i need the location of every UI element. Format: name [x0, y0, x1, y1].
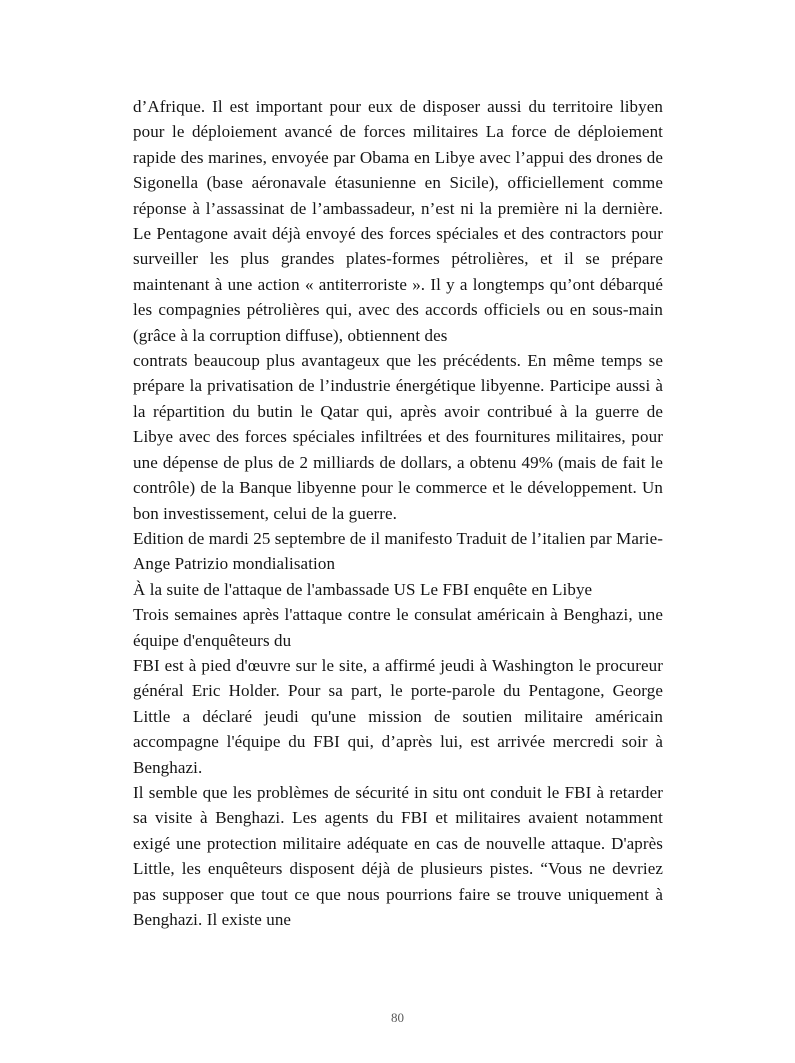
paragraph: Edition de mardi 25 septembre de il manifesto Traduit de l’italien par Marie-Ange Patrizio mondialisation: [133, 528, 663, 574]
page-number: 80: [391, 1010, 404, 1025]
paragraph: contrats beaucoup plus avantageux que les précédents. En même temps se prépare la privatisation de l’industrie énergétique libyenne. Participe aussi à la répartition du butin le Qatar qui, après avoir contribué à la guerre de Libye avec des forces spéciales infiltrées et des fournitures militaires, pour une dépense de plus de 2 milliards de dollars, a obtenu 49% (mais de fait le contrôle) de la Banque libyenne pour le commerce et le développement. Un bon investissement, celui de la guerre.: [133, 351, 663, 523]
paragraph: FBI est à pied d'œuvre sur le site, a affirmé jeudi à Washington le procureur général Eric Holder. Pour sa part, le porte-parole du Pentagone, George Little a déclaré jeudi qu'une mission de soutien militaire américain accompagne l'équipe du FBI qui, d’après lui, est arrivée mercredi soir à Benghazi.: [133, 655, 663, 777]
page-text: [133, 94, 663, 932]
paragraph: À la suite de l'attaque de l'ambassade US Le FBI enquête en Libye: [133, 579, 593, 599]
paragraph: d’Afrique. Il est important pour eux de disposer aussi du territoire libyen pour le déploiement avancé de forces militaires La force de déploiement rapide des marines, envoyée par Obama en Libye avec l’appui des drones de Sigonella (base aéronavale étasunienne en Sicile), officiellement comme réponse à l’assassinat de l’ambassadeur, n’est ni la première ni la dernière. Le Pentagone avait déjà envoyé des forces spéciales et des contractors pour surveiller les plus grandes plates-formes pétrolières, et il se prépare maintenant à une action « antiterroriste ». Il y a longtemps qu’ont débarqué les compagnies pétrolières qui, avec des accords officiels ou en sous-main (grâce à la corruption diffuse), obtiennent des: [133, 97, 663, 345]
paragraph: Trois semaines après l'attaque contre le consulat américain à Benghazi, une équipe d'enquêteurs du: [133, 605, 663, 650]
paragraph: Il semble que les problèmes de sécurité in situ ont conduit le FBI à retarder sa visite à Benghazi. Les agents du FBI et militaires avaient notamment exigé une protection militaire adéquate en cas de nouvelle attaque. D'après Little, les enquêteurs disposent déjà de plusieurs pistes. “Vous ne devriez pas supposer que tout ce que nous pourrions faire se trouve uniquement à Benghazi. Il existe une: [133, 782, 663, 929]
